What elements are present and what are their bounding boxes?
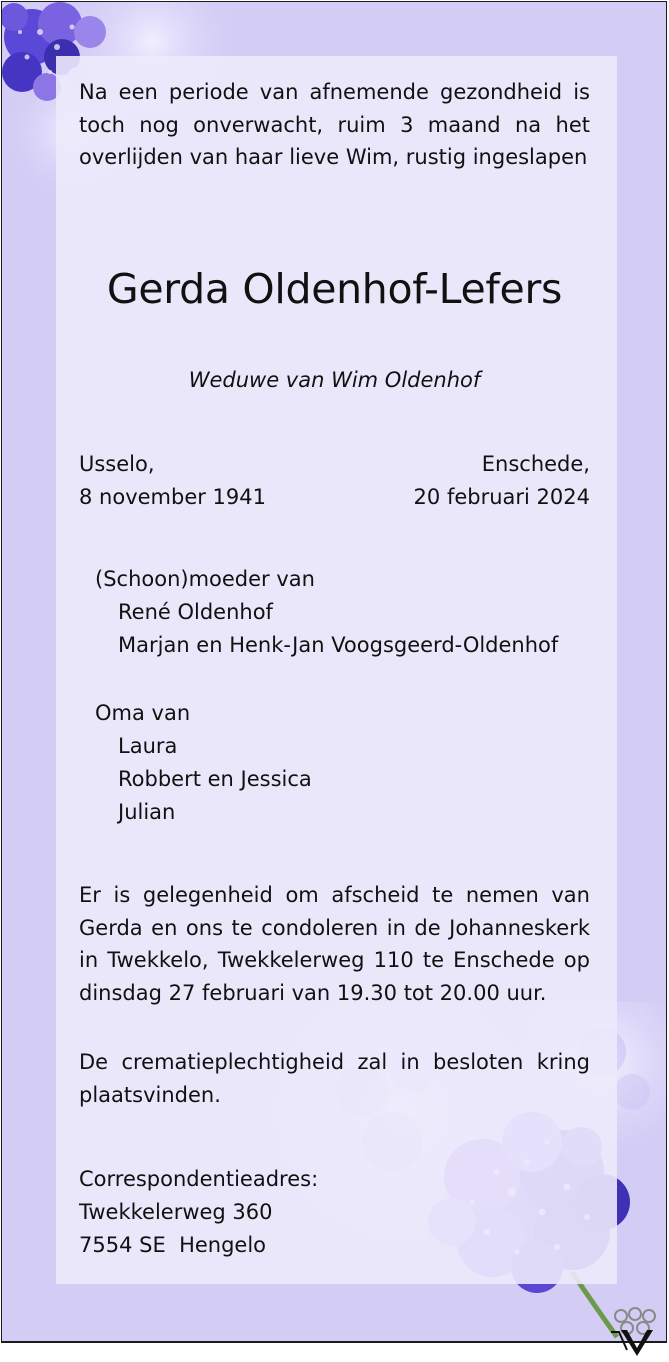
widow-line: Weduwe van Wim Oldenhof xyxy=(188,368,481,392)
address-street: Twekkelerweg 360 xyxy=(79,1200,273,1224)
death-place: Enschede, xyxy=(481,452,590,476)
birth-info xyxy=(79,448,266,513)
grandmother-of-heading: Oma van xyxy=(95,701,191,725)
death-info xyxy=(414,448,590,513)
family-member: René Oldenhof xyxy=(118,600,273,624)
farewell-info: Er is gelegenheid om afscheid te nemen van Gerda en ons te condoleren in de Johanneskerk in Twekkelo, Twekkelerweg 110 te Enschede op dinsdag 27 februari van 19.30 tot 20.00 uur. xyxy=(79,883,590,1005)
death-date: 20 februari 2024 xyxy=(413,484,590,509)
family-member: Marjan en Henk-Jan Voogsgeerd-Oldenhof xyxy=(118,633,559,657)
obituary-card xyxy=(1,1,667,1343)
birth-place: Usselo, xyxy=(79,452,155,476)
memorial-logo-icon xyxy=(607,1306,667,1358)
correspondence-address xyxy=(79,1163,318,1262)
grandchild: Julian xyxy=(118,800,176,824)
birth-date: 8 november 1941 xyxy=(79,484,267,509)
address-heading: Correspondentieadres: xyxy=(79,1167,319,1191)
grandchild: Laura xyxy=(118,734,178,758)
grandmother-of-section xyxy=(95,697,312,829)
address-city: 7554 SE Hengelo xyxy=(79,1233,267,1257)
cremation-info: De crematieplechtigheid zal in besloten kring plaatsvinden. xyxy=(79,1050,590,1107)
mother-of-heading: (Schoon)moeder van xyxy=(95,567,315,591)
grandchild: Robbert en Jessica xyxy=(118,767,312,791)
intro-text: Na een periode van afnemende gezondheid is toch nog onverwacht, ruim 3 maand na het overlijden van haar lieve Wim, rustig ingeslapen xyxy=(79,80,590,169)
mother-of-section xyxy=(95,563,558,662)
deceased-name: Gerda Oldenhof-Lefers xyxy=(106,265,563,313)
